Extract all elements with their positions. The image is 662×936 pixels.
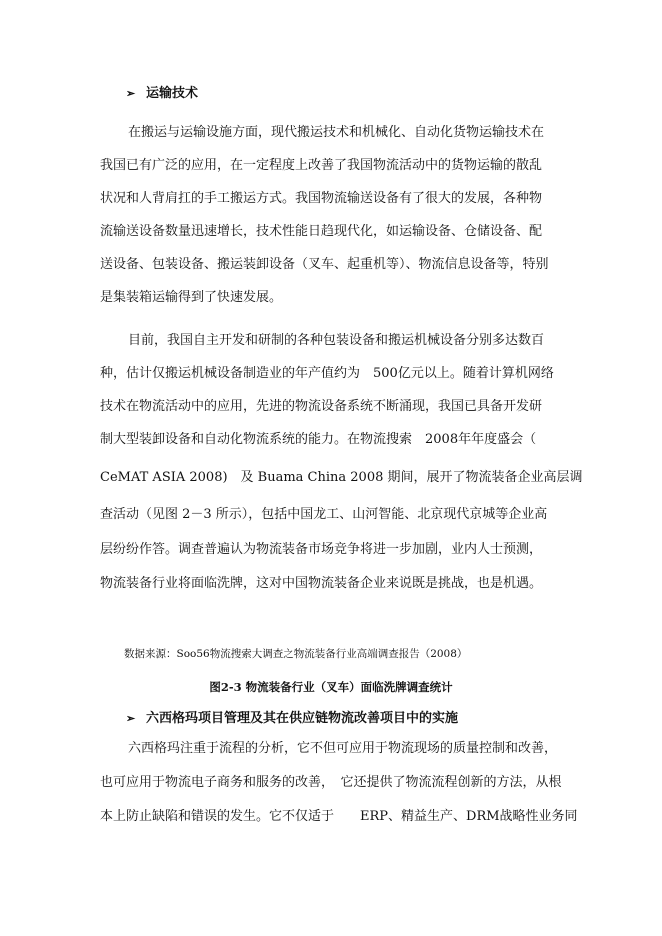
arrow-bullet-icon: ➢: [126, 712, 136, 725]
paragraph-line: 目前，我国自主开发和研制的各种包装设备和搬运机械设备分别多达数百: [128, 333, 545, 348]
section-heading-transport: [126, 82, 198, 101]
section-title: 运输技术: [146, 86, 199, 101]
section-title: 六西格玛项目管理及其在供应链物流改善项目中的实施: [146, 711, 459, 726]
paragraph-line: 种，估计仅搬运机械设备制造业的年产值约为 500亿元以上。随着计算机网络: [100, 366, 554, 381]
paragraph-line: 层纷纷作答。调查普遍认为物流装备市场竞争将进一步加剧，业内人士预测，: [100, 542, 543, 557]
arrow-bullet-icon: ➢: [126, 87, 136, 100]
paragraph-line: 状况和人背肩扛的手工搬运方式。我国物流输送设备有了很大的发展，各种物: [100, 191, 543, 206]
paragraph-line: 技术在物流活动中的应用，先进的物流设备系统不断涌现，我国已具备开发研: [100, 399, 543, 414]
paragraph-line: 我国已有广泛的应用，在一定程度上改善了我国物流活动中的货物运输的散乱: [100, 158, 543, 173]
paragraph-line: 物流装备行业将面临洗牌，这对中国物流装备企业来说既是挑战，也是机遇。: [100, 576, 543, 591]
paragraph-line: 查活动（见图 2－3 所示），包括中国龙工、山河智能、北京现代京城等企业高: [100, 507, 548, 522]
paragraph-line: 也可应用于物流电子商务和服务的改善， 它还提供了物流流程创新的方法，从根: [100, 775, 562, 790]
paragraph-line: CeMAT ASIA 2008) 及 Buama China 2008 期间，展开了物流装备企业高层调: [100, 470, 583, 485]
paragraph-line: 六西格玛注重于流程的分析，它不但可应用于物流现场的质量控制和改善，: [128, 741, 558, 756]
paragraph-line: 制大型装卸设备和自动化物流系统的能力。在物流搜索 2008年年度盛会（: [100, 432, 537, 447]
paragraph-line: 流输送设备数量迅速增长，技术性能日趋现代化，如运输设备、仓储设备、配: [100, 224, 543, 239]
paragraph-line: 送设备、包装设备、搬运装卸设备（叉车、起重机等）、物流信息设备等，特别: [100, 257, 549, 272]
paragraph-line: 本上防止缺陷和错误的发生。它不仅适于 ERP、精益生产、DRM战略性业务同: [100, 809, 578, 824]
figure-caption: 图2-3 物流装备行业（叉车）面临洗牌调查统计: [209, 680, 453, 694]
paragraph-line: 是集装箱运输得到了快速发展。: [100, 290, 283, 305]
paragraph-line: 在搬运与运输设施方面，现代搬运技术和机械化、自动化货物运输技术在: [128, 125, 545, 140]
section-heading-six-sigma: [126, 707, 458, 726]
data-source-note: 数据来源：Soo56物流搜索大调查之物流装备行业高端调查报告（2008）: [124, 648, 468, 660]
